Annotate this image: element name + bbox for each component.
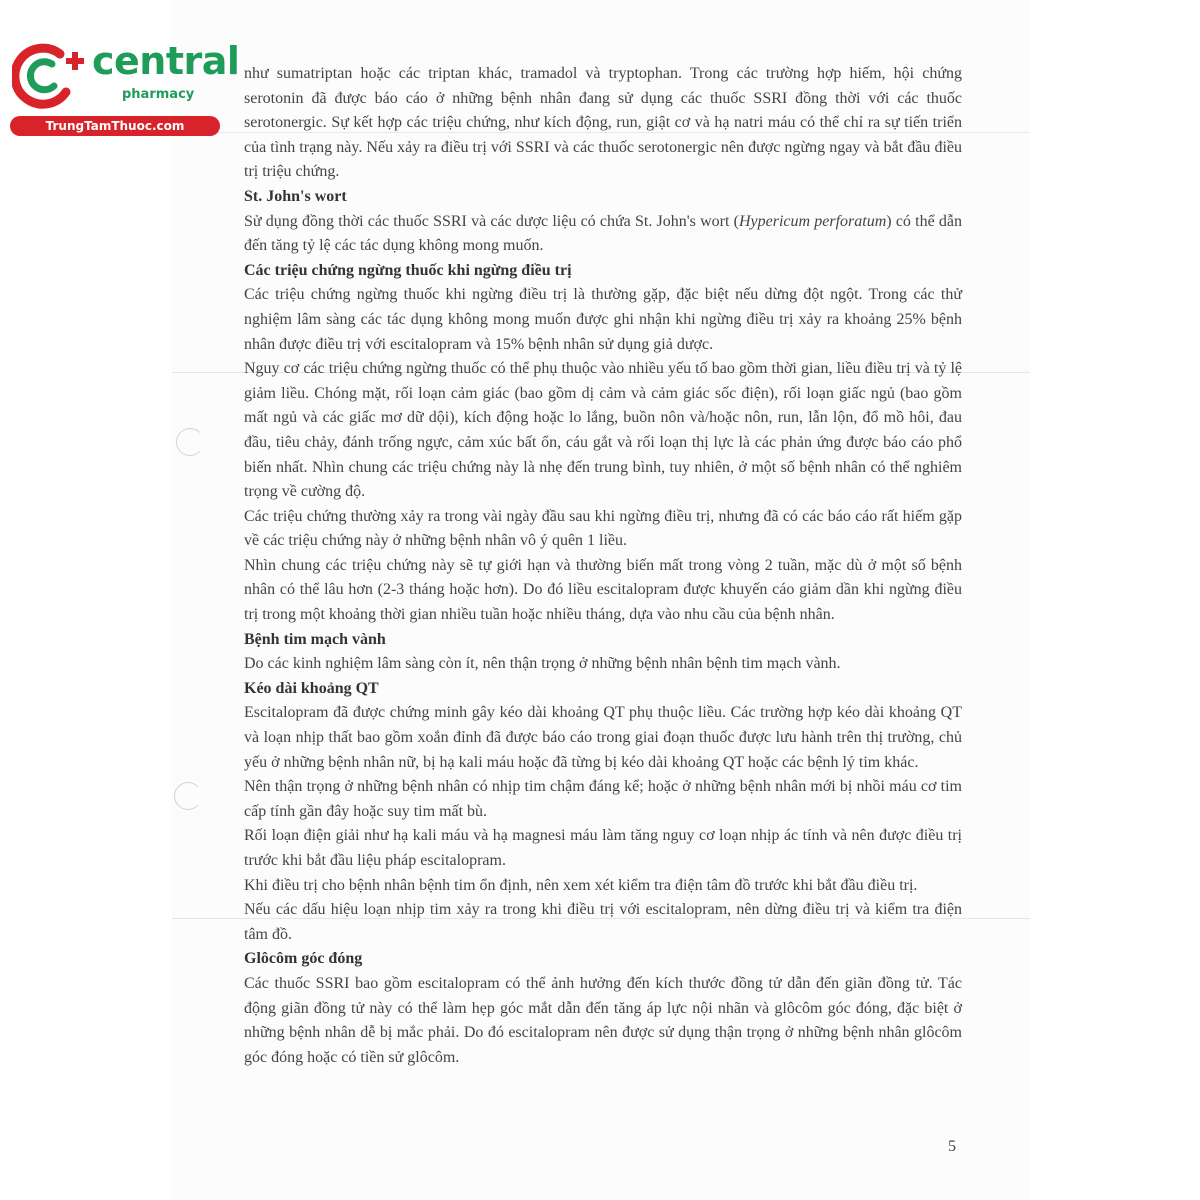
- paragraph: Các triệu chứng thường xảy ra trong vài ngày đầu sau khi ngừng điều trị, nhưng đã có các báo cáo rất hiếm gặp về các triệu chứng này ở những bệnh nhân vô ý quên 1 liều.: [244, 507, 962, 550]
- paragraph: Nếu các dấu hiệu loạn nhịp tim xảy ra trong khi điều trị với escitalopram, nên dừng điều trị và kiểm tra điện tâm đồ.: [244, 901, 962, 943]
- section-heading: St. John's wort: [244, 187, 347, 205]
- paragraph: Các thuốc SSRI bao gồm escitalopram có thể ảnh hưởng đến kích thước đồng tử dẫn đến giãn đồng tử. Tác động giãn đồng tử này có thể làm hẹp góc mắt dẫn đến tăng áp lực nội nhãn và glôcôm góc đóng, đặc biệt ở những bệnh nhân dễ bị mắc phải. Do đó escitalopram nên được sử dụng thận trọng ở những bệnh nhân glôcôm góc đóng hoặc có tiền sử glôcôm.: [244, 974, 962, 1066]
- pharmacy-logo[interactable]: [10, 38, 240, 138]
- paragraph: Các triệu chứng ngừng thuốc khi ngừng điều trị là thường gặp, đặc biệt nếu dừng đột ngột. Trong các thử nghiệm lâm sàng các tác dụng không mong muốn được ghi nhận khi ngừng điều trị xảy ra khoảng 25% bệnh nhân được điều trị với escitalopram và 15% bệnh nhân sử dụng giả dược.: [244, 286, 962, 353]
- section-heading: Kéo dài khoảng QT: [244, 679, 379, 697]
- paragraph: Khi điều trị cho bệnh nhân bệnh tim ổn định, nên xem xét kiểm tra điện tâm đồ trước khi bắt đầu điều trị.: [244, 876, 918, 894]
- italic-term: Hypericum perforatum: [738, 212, 887, 230]
- paragraph: Nguy cơ các triệu chứng ngừng thuốc có thể phụ thuộc vào nhiều yếu tố bao gồm thời gian, liều điều trị và tỷ lệ giảm liều. Chóng mặt, rối loạn cảm giác (bao gồm dị cảm và cảm giác sốc điện), rối loạn giấc ngủ (bao gồm mất ngủ và các giấc mơ dữ dội), kích động hoặc lo lắng, buồn nôn và/hoặc nôn, run, lẫn lộn, đổ mồ hôi, đau đầu, tiêu chảy, đánh trống ngực, cảm xúc bất ổn, cáu gắt và rối loạn thị lực là các phản ứng được báo cáo phổ biến nhất. Nhìn chung các triệu chứng này là nhẹ đến trung bình, tuy nhiên, ở một số bệnh nhân có thể nghiêm trọng về cường độ.: [244, 360, 962, 501]
- paragraph: Escitalopram đã được chứng minh gây kéo dài khoảng QT phụ thuộc liều. Các trường hợp kéo dài khoảng QT và loạn nhịp thất bao gồm xoắn đỉnh đã được báo cáo trong giai đoạn thuốc được lưu hành trên thị trường, chủ yếu ở những bệnh nhân nữ, bị hạ kali máu hoặc đã từng bị kéo dài khoảng QT hoặc các bệnh lý tim khác.: [244, 704, 962, 771]
- section-heading: Glôcôm góc đóng: [244, 950, 363, 968]
- paragraph: Nhìn chung các triệu chứng này sẽ tự giới hạn và thường biến mất trong vòng 2 tuần, mặc dù ở một số bệnh nhân có thể lâu hơn (2-3 tháng hoặc hơn). Do đó liều escitalopram được khuyến cáo giảm dần khi ngừng điều trị trong một khoảng thời gian nhiều tuần hoặc nhiều tháng, dựa vào nhu cầu của bệnh nhân.: [244, 556, 962, 624]
- pharmacy-cross-c-icon: [12, 40, 90, 112]
- punch-hole-mark: [176, 428, 204, 456]
- logo-wordmark: central: [92, 39, 240, 83]
- paragraph: Nên thận trọng ở những bệnh nhân có nhịp tim chậm đáng kể; hoặc ở những bệnh nhân mới bị nhồi máu cơ tim cấp tính gần đây hoặc suy tim mất bù.: [244, 778, 962, 820]
- paragraph: Sử dụng đồng thời các thuốc SSRI và các dược liệu có chứa St. John's wort (Hypericum perforatum) có thể dẫn đến tăng tỷ lệ các tác dụng không mong muốn.: [244, 212, 963, 255]
- paragraph: như sumatriptan hoặc các triptan khác, tramadol và tryptophan. Trong các trường hợp hiếm, hội chứng serotonin đã được báo cáo ở những bệnh nhân đang sử dụng các thuốc SSRI đồng thời với các thuốc serotonergic. Sự kết hợp các triệu chứng, như kích động, run, giật cơ và hạ natri máu có thể chỉ ra sự tiến triển của tình trạng này. Nếu xảy ra điều trị với SSRI và các thuốc serotonergic nên được ngừng ngay và bắt đầu điều trị triệu chứng.: [244, 65, 962, 181]
- paragraph: Rối loạn điện giải như hạ kali máu và hạ magnesi máu làm tăng nguy cơ loạn nhịp ác tính và nên được điều trị trước khi bắt đầu liệu pháp escitalopram.: [244, 827, 962, 869]
- page-number: 5: [948, 1138, 956, 1155]
- punch-hole-mark: [174, 782, 202, 810]
- document-body: [244, 62, 962, 1070]
- section-heading: Bệnh tim mạch vành: [244, 630, 386, 648]
- logo-site-banner: TrungTamThuoc.com: [10, 116, 220, 136]
- logo-subtitle: pharmacy: [122, 87, 195, 102]
- section-heading: Các triệu chứng ngừng thuốc khi ngừng điều trị: [244, 261, 572, 279]
- paragraph: Do các kinh nghiệm lâm sàng còn ít, nên thận trọng ở những bệnh nhân bệnh tim mạch vành.: [244, 655, 841, 673]
